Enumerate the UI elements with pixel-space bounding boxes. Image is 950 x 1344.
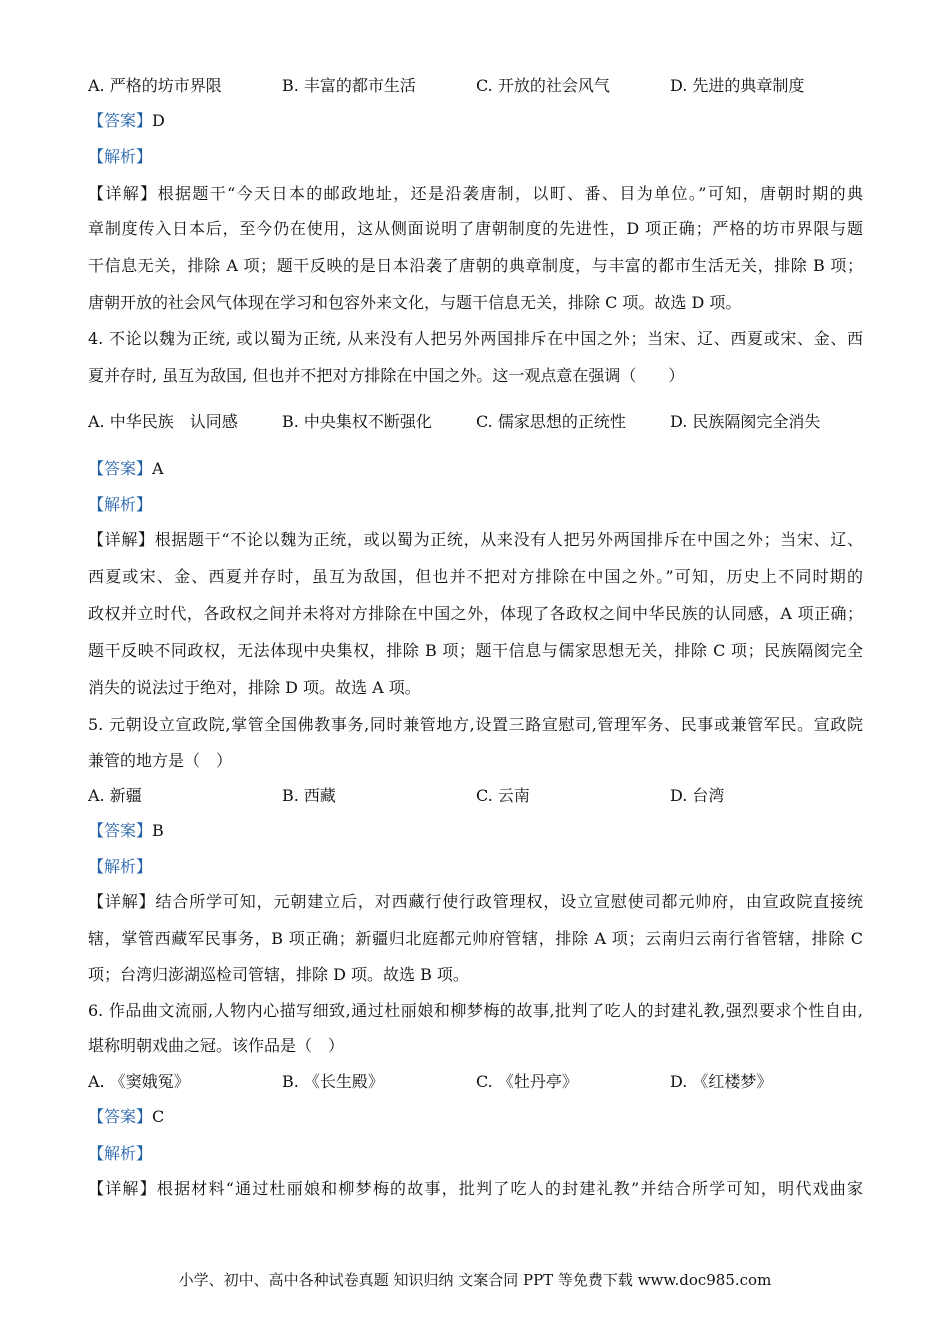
q3-detail-line-4: 唐朝开放的社会风气体现在学习和包容外来文化，与题干信息无关，排除 C 项。故选 D 项。 [88, 293, 742, 312]
q5-option-a: A. 新疆 [88, 786, 142, 805]
q3-detail-line-2: 章制度传入日本后，至今仍在使用，这从侧面说明了唐朝制度的先进性，D 项正确；严格的坊市界限与题 [88, 219, 863, 238]
q3-option-b: B. 丰富的都市生活 [282, 76, 416, 95]
q3-detail-line-1: 【详解】根据题干“今天日本的邮政地址，还是沿袭唐制，以町、番、目为单位。”可知，唐朝时期的典 [88, 184, 863, 203]
q4-stem-line-1: 4. 不论以魏为正统, 或以蜀为正统, 从来没有人把另外两国排斥在中国之外；当宋、辽、西夏或宋、金、西 [88, 329, 863, 348]
q6-stem-line-1: 6. 作品曲文流丽,人物内心描写细致,通过杜丽娘和柳梦梅的故事,批判了吃人的封建礼教,强烈要求个性自由, [88, 1001, 863, 1020]
analysis-tag: 【解析】 [88, 495, 153, 514]
q4-answer [88, 459, 164, 479]
q5-stem-line-1: 5. 元朝设立宣政院,掌管全国佛教事务,同时兼管地方,设置三路宣慰司,管理军务、民事或兼管军民。宣政院 [88, 715, 863, 734]
detail-tag: 【详解】 [88, 1179, 157, 1198]
q4-detail-line-5: 消失的说法过于绝对，排除 D 项。故选 A 项。 [88, 678, 421, 697]
q4-detail-line-4: 题干反映不同政权，无法体现中央集权，排除 B 项；题干信息与儒家思想无关，排除 C 项；民族隔阂完全 [88, 641, 863, 660]
q4-stem-line-2: 夏并存时, 虽互为敌国, 但也并不把对方排除在中国之外。这一观点意在强调（ ） [88, 366, 685, 385]
q4-option-b: B. 中央集权不断强化 [282, 412, 432, 431]
q6-option-a: A. 《窦娥冤》 [88, 1072, 190, 1091]
q4-option-d: D. 民族隔阂完全消失 [670, 412, 821, 431]
answer-value: C [152, 1107, 165, 1126]
q4-option-a: A. 中华民族 认同感 [88, 412, 238, 431]
analysis-tag: 【解析】 [88, 857, 153, 876]
q6-stem-line-2: 堪称明朝戏曲之冠。该作品是（ ） [88, 1036, 345, 1055]
answer-value: B [152, 821, 164, 840]
answer-tag: 【答案】 [88, 459, 153, 478]
detail-tag: 【详解】 [88, 184, 158, 203]
analysis-tag: 【解析】 [88, 147, 153, 166]
q3-option-d: D. 先进的典章制度 [670, 76, 805, 95]
q6-analysis [88, 1144, 152, 1164]
q4-detail-line-3: 政权并立时代，各政权之间并未将对方排除在中国之外，体现了各政权之间中华民族的认同感，A 项正确； [88, 604, 863, 623]
answer-tag: 【答案】 [88, 111, 153, 130]
answer-value: A [152, 459, 164, 478]
q5-option-b: B. 西藏 [282, 786, 336, 805]
detail-tag: 【详解】 [88, 892, 156, 911]
q6-answer [88, 1107, 164, 1127]
q5-option-c: C. 云南 [476, 786, 530, 805]
q6-option-b: B. 《长生殿》 [282, 1072, 384, 1091]
q3-detail-line-3: 干信息无关，排除 A 项；题干反映的是日本沿袭了唐朝的典章制度，与丰富的都市生活无关，排除 B 项； [88, 256, 863, 275]
q6-detail-line-1: 【详解】根据材料“通过杜丽娘和柳梦梅的故事，批判了吃人的封建礼教”并结合所学可知，明代戏曲家 [88, 1179, 863, 1198]
q4-detail-line-2: 西夏或宋、金、西夏并存时，虽互为敌国，但也并不把对方排除在中国之外。”可知，历史上不同时期的 [88, 567, 863, 586]
q5-answer [88, 821, 164, 841]
q4-detail-line-1: 【详解】根据题干“不论以魏为正统，或以蜀为正统，从来没有人把另外两国排斥在中国之外；当宋、辽、 [88, 530, 863, 549]
answer-value: D [152, 111, 165, 130]
q3-answer [88, 111, 165, 131]
q3-option-a: A. 严格的坊市界限 [88, 76, 222, 95]
q5-detail-line-2: 辖，掌管西藏军民事务，B 项正确；新疆归北庭都元帅府管辖，排除 A 项；云南归云南行省管辖，排除 C [88, 929, 863, 948]
answer-tag: 【答案】 [88, 1107, 153, 1126]
q5-detail-line-1: 【详解】结合所学可知，元朝建立后，对西藏行使行政管理权，设立宣慰使司都元帅府，由宣政院直接统 [88, 892, 863, 911]
q5-detail-line-3: 项；台湾归澎湖巡检司管辖，排除 D 项。故选 B 项。 [88, 965, 469, 984]
q6-option-d: D. 《红楼梦》 [670, 1072, 773, 1091]
q4-analysis [88, 495, 152, 515]
analysis-tag: 【解析】 [88, 1144, 153, 1163]
q5-option-d: D. 台湾 [670, 786, 725, 805]
q5-stem-line-2: 兼管的地方是（ ） [88, 751, 233, 770]
q6-option-c: C. 《牡丹亭》 [476, 1072, 578, 1091]
q3-analysis [88, 147, 152, 167]
answer-tag: 【答案】 [88, 821, 153, 840]
q5-analysis [88, 857, 152, 877]
q3-option-c: C. 开放的社会风气 [476, 76, 610, 95]
page-footer: 小学、初中、高中各种试卷真题 知识归纳 文案合同 PPT 等免费下载 www.doc985.com [178, 1271, 772, 1289]
q4-option-c: C. 儒家思想的正统性 [476, 412, 626, 431]
detail-tag: 【详解】 [88, 530, 155, 549]
